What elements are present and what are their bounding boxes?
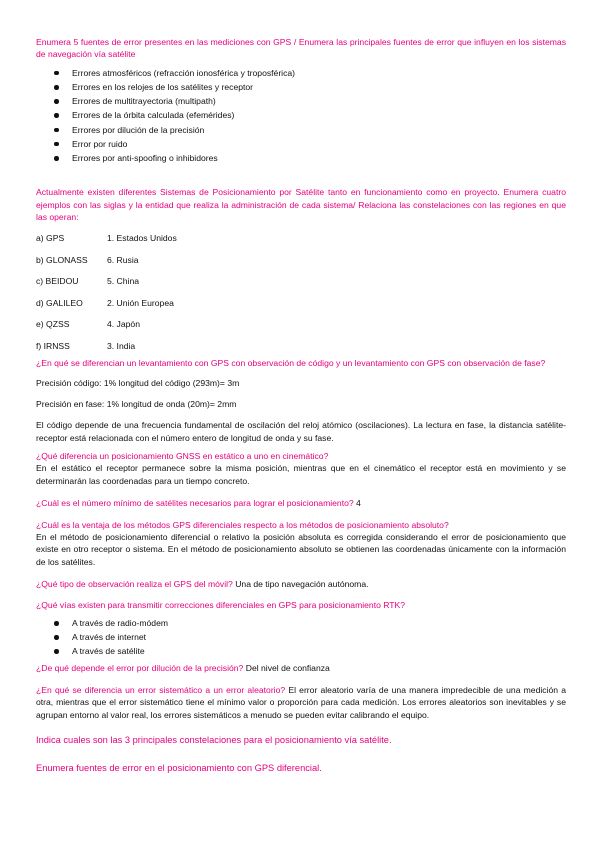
list-item: Error por ruido xyxy=(36,137,566,151)
answer-differential-advantage: En el método de posicionamiento diferencial o relativo la posición absoluta es corregida considerando el error de posicionamiento que existe en otro receptor o sistema. En el método de posicionamiento absoluto se obtienen las coordenadas únicamente con la información de los satélites. xyxy=(36,532,566,567)
list-item: Errores por anti-spoofing o inhibidores xyxy=(36,151,566,165)
pair-row xyxy=(36,318,566,330)
question-constellations: Actualmente existen diferentes Sistemas de Posicionamiento por Satélite tanto en funcionamiento como en proyecto. Enumera cuatro ejemplos con las siglas y la entidad que realiza la administración de cada sistema/ Relaciona las constelaciones con las regiones en que las operan: xyxy=(36,187,566,223)
list-item: A través de satélite xyxy=(36,644,566,658)
pair-constellation: a) GPS xyxy=(36,233,65,244)
document-page xyxy=(36,36,566,774)
question-rtk-channels: ¿Qué vías existen para transmitir correcciones diferenciales en GPS para posicionamiento RTK? xyxy=(36,599,406,610)
pair-constellation: d) GALILEO xyxy=(36,297,83,308)
question-differential-advantage: ¿Cuál es la ventaja de los métodos GPS diferenciales respecto a los métodos de posicionamiento absoluto? xyxy=(36,519,449,530)
pair-row xyxy=(36,232,566,244)
question-min-satellites: ¿Cuál es el número mínimo de satélites necesarios para lograr el posicionamiento? xyxy=(36,498,354,509)
pair-row xyxy=(36,254,566,266)
answer-error-types: El error aleatorio varía de una manera impredecible de una medición a otra, mientras que el error sistemático tiene el mínimo valor o proporción para cada medición. Los errores aleatorios son inevitables y se agrupan entorno al valor real, los errores sistemáticos a menudo se pueden evitar calibrando el equipo. xyxy=(36,685,566,720)
answer-static-kinematic: En el estático el receptor permanece sobre la misma posición, mientras que en el cinemático el receptor está en movimiento y se determinarán las coordenadas para un tiempo concreto. xyxy=(36,463,566,486)
question-main-constellations: Indica cuales son las 3 principales constelaciones para el posicionamiento vía satélite. xyxy=(36,735,392,746)
rtk-channels-list xyxy=(36,616,566,659)
list-item: Errores atmosféricos (refracción ionosférica y troposférica) xyxy=(36,66,566,80)
pair-constellation: e) QZSS xyxy=(36,319,70,330)
question-error-sources: Enumera 5 fuentes de error presentes en las mediciones con GPS / Enumera las principales fuentes de error que influyen en los sistemas de navegación vía satélite xyxy=(36,37,566,60)
qa-dop xyxy=(36,662,566,674)
qa-min-satellites xyxy=(36,497,566,509)
question-dop: ¿De qué depende el error por dilución de la precisión? xyxy=(36,662,244,673)
question-error-types: ¿En qué se diferencia un error sistemático a un error aleatorio? xyxy=(36,685,286,696)
pair-region: 2. Unión Europea xyxy=(107,297,174,308)
list-item: Errores en los relojes de los satélites y receptor xyxy=(36,80,566,94)
pair-region: 4. Japón xyxy=(107,319,140,330)
list-item: A través de radio-módem xyxy=(36,616,566,630)
constellation-pairs xyxy=(36,232,566,352)
pair-row xyxy=(36,297,566,309)
answer-mobile-gps: Una de tipo navegación autónoma. xyxy=(235,579,369,590)
code-precision: Precisión código: 1% longitud del código (293m)= 3m xyxy=(36,378,240,389)
question-static-kinematic: ¿Qué diferencia un posicionamiento GNSS en estático a uno en cinemático? xyxy=(36,450,329,461)
pair-region: 6. Rusia xyxy=(107,254,139,265)
answer-min-satellites: 4 xyxy=(356,498,361,509)
answer-dop: Del nivel de confianza xyxy=(245,662,330,673)
qa-mobile-gps xyxy=(36,578,566,590)
pair-region: 3. India xyxy=(107,340,136,351)
error-sources-list xyxy=(36,66,566,165)
question-dgps-error-sources: Enumera fuentes de error en el posicionamiento con GPS diferencial. xyxy=(36,762,322,773)
qa-error-types xyxy=(36,684,566,721)
phase-precision: Precisión en fase: 1% longitud de onda (20m)= 2mm xyxy=(36,398,237,409)
list-item: Errores por dilución de la precisión xyxy=(36,123,566,137)
pair-constellation: b) GLONASS xyxy=(36,254,88,265)
pair-row xyxy=(36,275,566,287)
pair-constellation: f) IRNSS xyxy=(36,340,70,351)
pair-region: 5. China xyxy=(107,276,140,287)
question-code-vs-phase: ¿En qué se diferencian un levantamiento con GPS con observación de código y un levantamiento con GPS con observación de fase? xyxy=(36,357,546,368)
list-item: Errores de la órbita calculada (efemérides) xyxy=(36,108,566,122)
list-item: A través de internet xyxy=(36,630,566,644)
list-item: Errores de multitrayectoria (multipath) xyxy=(36,94,566,108)
pair-constellation: c) BEIDOU xyxy=(36,276,79,287)
pair-region: 1. Estados Unidos xyxy=(107,233,177,244)
question-mobile-gps: ¿Qué tipo de observación realiza el GPS del móvil? xyxy=(36,579,233,590)
pair-row xyxy=(36,340,566,352)
code-phase-explanation: El código depende de una frecuencia fundamental de oscilación del reloj atómico (oscilaciones). La lectura en fase, la distancia satélite-receptor está relacionada con el número entero de longitud de onda y su fase. xyxy=(36,420,566,443)
